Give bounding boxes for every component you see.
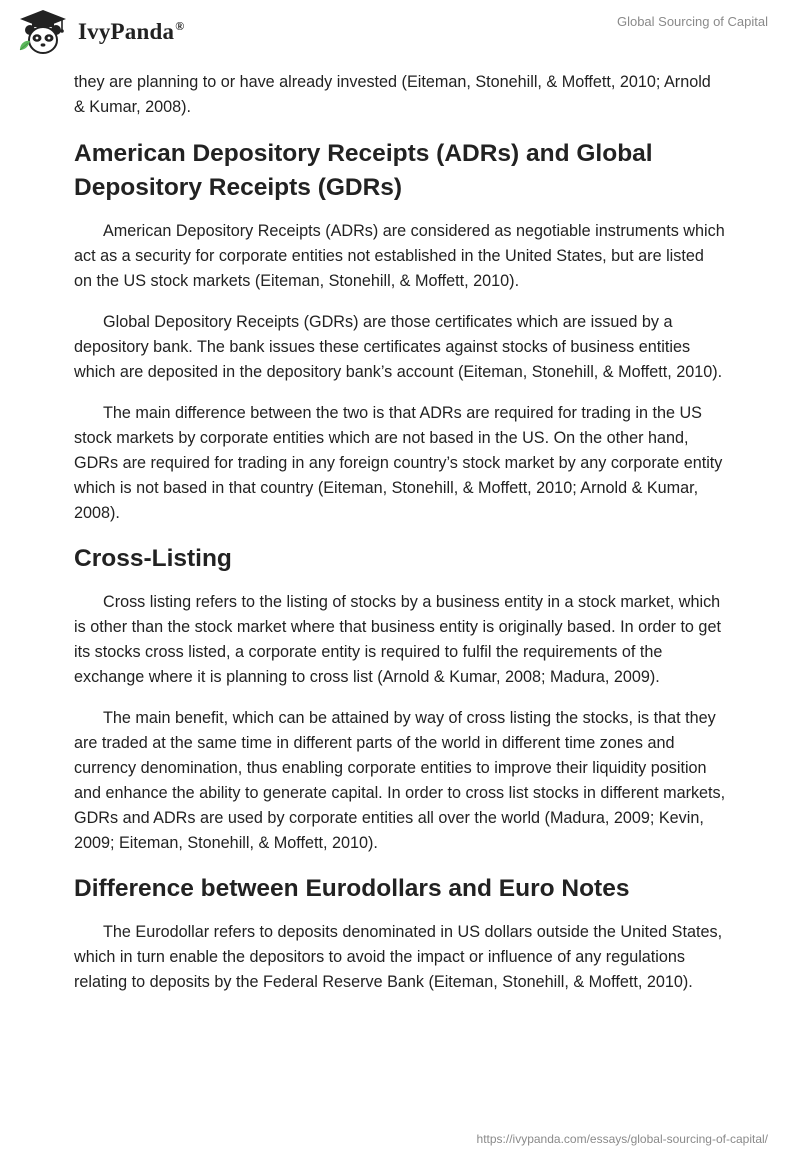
source-url[interactable]: https://ivypanda.com/essays/global-sourcing-of-capital/: [476, 1132, 768, 1146]
ivypanda-logo[interactable]: [14, 8, 184, 56]
section-heading-adrs-gdrs: American Depository Receipts (ADRs) and Global Depository Receipts (GDRs): [74, 140, 653, 201]
essay-body: [74, 70, 726, 1011]
panda-graduate-icon: [14, 8, 72, 56]
intro-paragraph: they are planning to or have already invested (Eiteman, Stonehill, & Moffett, 2010; Arnold & Kumar, 2008).: [74, 73, 711, 116]
paragraph: The Eurodollar refers to deposits denominated in US dollars outside the United States, which in turn enable the depositors to avoid the impact or influence of any regulations relating to deposits by the Federal Reserve Bank (Eiteman, Stonehill, & Moffett, 2010).: [74, 923, 723, 991]
paragraph: The main benefit, which can be attained by way of cross listing the stocks, is that they are traded at the same time in different parts of the world in different time zones and currency denomination, thus enabling corporate entities to improve their liquidity position and enhance the ability to generate capital. In order to cross list stocks in different markets, GDRs and ADRs are used by corporate entities all over the world (Madura, 2009; Kevin, 2009; Eiteman, Stonehill, & Moffett, 2010).: [74, 709, 726, 852]
paragraph: Global Depository Receipts (GDRs) are those certificates which are issued by a depository bank. The bank issues these certificates against stocks of business entities which are deposited in the depository bank’s account (Eiteman, Stonehill, & Moffett, 2010).: [74, 313, 723, 381]
page-header: [0, 0, 800, 64]
paragraph: American Depository Receipts (ADRs) are considered as negotiable instruments which act as a security for corporate entities not established in the United States, but are listed on the US stock markets (Eiteman, Stonehill, & Moffett, 2010).: [74, 222, 725, 290]
paragraph: The main difference between the two is that ADRs are required for trading in the US stock markets by corporate entities which are not based in the US. On the other hand, GDRs are required for trading in any foreign country’s stock market by any corporate entity which is not based in that country (Eiteman, Stonehill, & Moffett, 2010; Arnold & Kumar, 2008).: [74, 404, 723, 522]
section-heading-eurodollars: Difference between Eurodollars and Euro Notes: [74, 875, 630, 902]
section-heading-cross-listing: Cross-Listing: [74, 545, 232, 572]
paragraph: Cross listing refers to the listing of stocks by a business entity in a stock market, which is other than the stock market where that business entity is originally based. In order to get its stocks cross listed, a corporate entity is required to fulfil the requirements of the exchange where it is planning to cross list (Arnold & Kumar, 2008; Madura, 2009).: [74, 593, 721, 686]
document-title: Global Sourcing of Capital: [616, 14, 768, 29]
brand-name: IvyPanda®: [78, 19, 185, 44]
registered-mark: ®: [175, 19, 185, 34]
